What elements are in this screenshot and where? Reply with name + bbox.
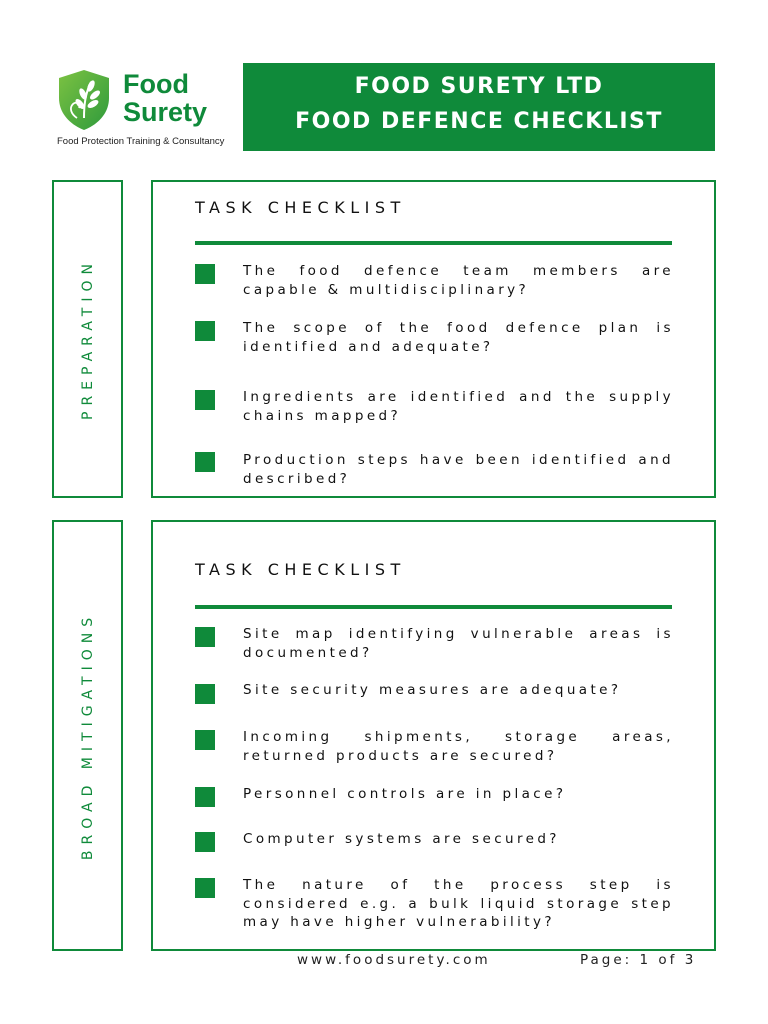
- checkbox[interactable]: [195, 321, 215, 341]
- header-title-line2: FOOD DEFENCE CHECKLIST: [295, 109, 663, 134]
- header-banner: [243, 63, 715, 151]
- checklist-item-text: The scope of the food defence plan is identified and adequate?: [243, 320, 674, 355]
- wheat-shield-icon: [55, 68, 113, 132]
- footer-page-number: Page: 1 of 3: [580, 952, 697, 968]
- checklist-item-text: Computer systems are secured?: [243, 831, 560, 847]
- checklist-item-text: Site map identifying vulnerable areas is documented?: [243, 626, 674, 661]
- checkbox[interactable]: [195, 832, 215, 852]
- heading-rule: [195, 241, 672, 245]
- task-checklist-heading: TASK CHECKLIST: [195, 560, 406, 579]
- heading-rule: [195, 605, 672, 609]
- task-panel-broad-mitigations: [151, 520, 716, 951]
- side-label-broad-mitigations: BROAD MITIGATIONS: [79, 611, 96, 860]
- checkbox[interactable]: [195, 730, 215, 750]
- checkbox[interactable]: [195, 684, 215, 704]
- brand-tagline: Food Protection Training & Consultancy: [57, 136, 225, 147]
- checklist-item-text: Ingredients are identified and the supply chains mapped?: [243, 389, 674, 424]
- checkbox[interactable]: [195, 452, 215, 472]
- header-title-line1: FOOD SURETY LTD: [354, 74, 604, 99]
- checklist-item-text: Personnel controls are in place?: [243, 786, 567, 802]
- checklist-item-text: Site security measures are adequate?: [243, 682, 622, 698]
- checklist-item-text: The nature of the process step is considered e.g. a bulk liquid storage step may have higher vulnerability?: [243, 877, 674, 930]
- footer-website: www.foodsurety.com: [297, 952, 491, 968]
- checkbox[interactable]: [195, 264, 215, 284]
- brand-name-line2: Surety: [123, 97, 208, 127]
- side-label-box-preparation: [52, 180, 123, 498]
- side-label-preparation: PREPARATION: [79, 258, 96, 420]
- task-checklist-heading: TASK CHECKLIST: [195, 198, 406, 217]
- company-logo: [55, 66, 235, 150]
- task-panel-preparation: [151, 180, 716, 498]
- checkbox[interactable]: [195, 878, 215, 898]
- brand-name-line1: Food: [123, 69, 189, 99]
- checkbox[interactable]: [195, 627, 215, 647]
- side-label-box-broad-mitigations: [52, 520, 123, 951]
- checklist-item-text: The food defence team members are capable & multidisciplinary?: [243, 263, 674, 298]
- checklist-item-text: Incoming shipments, storage areas, returned products are secured?: [243, 729, 674, 764]
- checkbox[interactable]: [195, 787, 215, 807]
- checkbox[interactable]: [195, 390, 215, 410]
- checklist-item-text: Production steps have been identified and described?: [243, 452, 674, 487]
